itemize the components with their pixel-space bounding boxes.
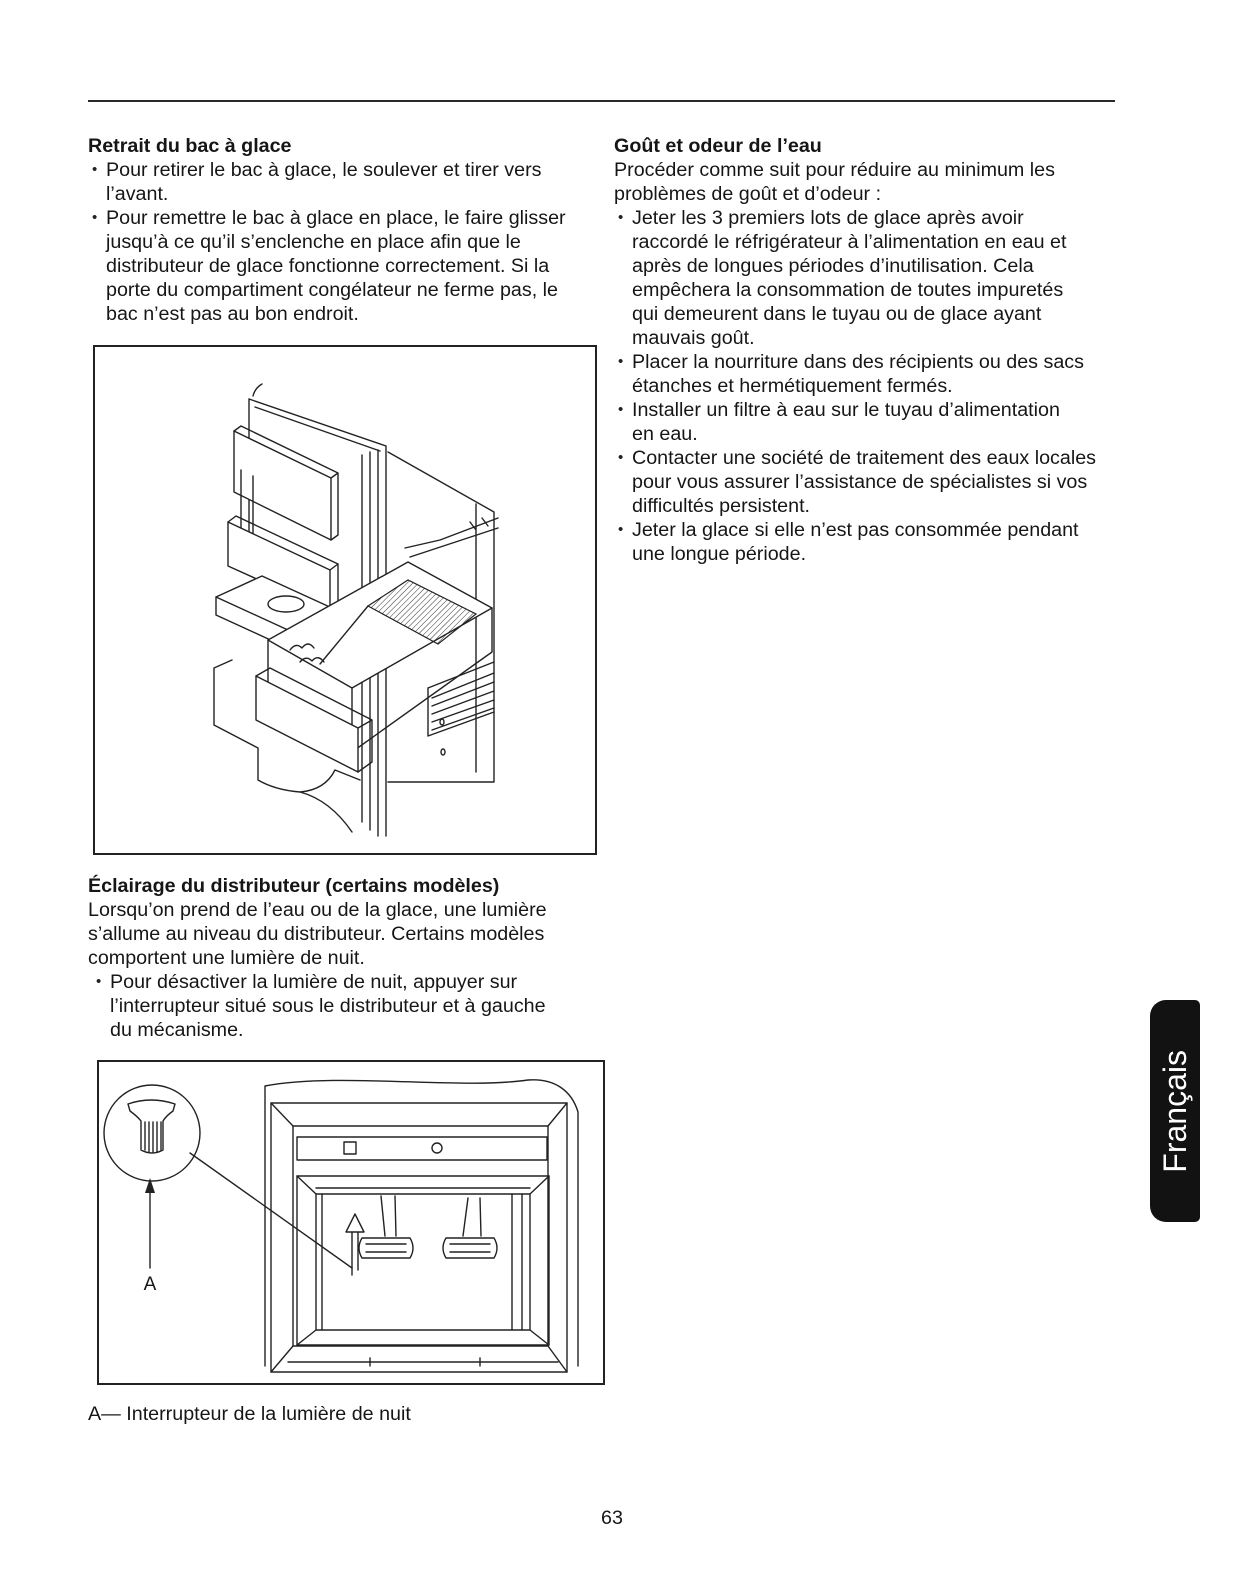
top-rule [88, 100, 1115, 102]
bullet-item [88, 970, 598, 1042]
ice-bin-removal-section [88, 134, 598, 326]
language-tab-label-wrap [1150, 1000, 1200, 1222]
section-heading: Éclairage du distributeur (certains modèles) [88, 875, 500, 897]
square-icon [344, 1142, 356, 1154]
text-line: une longue période. [632, 543, 807, 565]
dispenser-recess [297, 1176, 549, 1345]
text-line: jusqu’à ce qu’il s’enclenche en place afin que le [106, 231, 521, 253]
text-line: pour vous assurer l’assistance de spécialistes si vos [632, 471, 1088, 493]
text-line: après de longues périodes d’inutilisation. Cela [632, 255, 1034, 277]
text-line: empêchera la consommation de toutes impuretés [632, 279, 1064, 301]
text-line: • Contacter une société de traitement des eaux locales [632, 447, 1097, 469]
text-line: distributeur de glace fonctionne correctement. Si la [106, 255, 550, 277]
switch-pointer-arrow [346, 1214, 364, 1232]
water-taste-section [614, 134, 1124, 566]
dispenser [265, 1080, 578, 1372]
bullet-item [88, 206, 598, 326]
dispenser-figure [97, 1060, 605, 1385]
callout-label: A [143, 1274, 157, 1295]
text-line: l’interrupteur situé sous le distributeur et à gauche [110, 995, 546, 1017]
text-line: • Installer un filtre à eau sur le tuyau d’alimentation [632, 399, 1060, 421]
text-line: porte du compartiment congélateur ne ferme pas, le [106, 279, 558, 301]
dispenser-recess-details [288, 1176, 558, 1366]
ice-bin-figure [93, 345, 597, 855]
text-line: comportent une lumière de nuit. [88, 947, 365, 969]
language-tab-label: Français [1157, 1049, 1193, 1173]
ice-bin-illustration [93, 345, 597, 855]
control-strip [297, 1137, 547, 1160]
dispenser-frame-inner [293, 1126, 548, 1346]
dispenser-recess-inner [316, 1194, 530, 1330]
bullet-item [614, 398, 1124, 446]
bullet-item [614, 446, 1124, 518]
language-tab [1150, 1000, 1200, 1222]
text-line: • Pour remettre le bac à glace en place, le faire glisser [106, 207, 566, 229]
bullet-item [614, 518, 1124, 566]
text-line: Procéder comme suit pour réduire au minimum les [614, 159, 1055, 181]
water-lever-paddle [443, 1238, 497, 1258]
ice-lever-paddle [359, 1238, 413, 1258]
circle-icon [432, 1143, 442, 1153]
bullet-item [614, 206, 1124, 350]
text-line: étanches et hermétiquement fermés. [632, 375, 953, 397]
text-line: • Pour désactiver la lumière de nuit, appuyer sur [110, 971, 518, 993]
text-line: • Jeter les 3 premiers lots de glace après avoir [632, 207, 1024, 229]
section-heading: Goût et odeur de l’eau [614, 135, 822, 157]
rivet [440, 719, 444, 725]
dispenser-illustration [97, 1060, 605, 1385]
text-line: • Pour retirer le bac à glace, le soulever et tirer vers [106, 159, 542, 181]
text-line: • Jeter la glace si elle n’est pas consommée pendant [632, 519, 1079, 541]
night-light-switch-inset [104, 1085, 352, 1295]
text-line: bac n’est pas au bon endroit. [106, 303, 359, 325]
paragraph [88, 898, 598, 970]
text-line: • Placer la nourriture dans des récipients ou des sacs [632, 351, 1084, 373]
text-line: difficultés persistent. [632, 495, 811, 517]
page-number: 63 [601, 1507, 623, 1529]
text-line: du mécanisme. [110, 1019, 244, 1041]
text-line: problèmes de goût et d’odeur : [614, 183, 882, 205]
figure-caption: A— Interrupteur de la lumière de nuit [88, 1403, 411, 1425]
text-line: s’allume au niveau du distributeur. Certains modèles [88, 923, 545, 945]
text-line: mauvais goût. [632, 327, 755, 349]
wire-shelf-lines [428, 662, 494, 736]
bullet-item [614, 350, 1124, 398]
ice-bin-front-handle [256, 676, 358, 772]
switch-pointer-shaft [352, 1228, 358, 1275]
intro-paragraph [614, 158, 1124, 206]
text-line: qui demeurent dans le tuyau ou de glace ayant [632, 303, 1042, 325]
text-line: l’avant. [106, 183, 169, 205]
rivet [441, 749, 445, 755]
wire-shelf [428, 662, 494, 736]
text-line: en eau. [632, 423, 698, 445]
ice-lever-stem [381, 1196, 396, 1236]
dispenser-housing [265, 1080, 578, 1366]
section-heading: Retrait du bac à glace [88, 135, 292, 157]
water-lever-stem [463, 1198, 481, 1236]
text-line: Lorsqu’on prend de l’eau ou de la glace, une lumière [88, 899, 547, 921]
bullet-item [88, 158, 598, 206]
dispenser-light-section [88, 874, 598, 1042]
text-line: raccordé le réfrigérateur à l’alimentation en eau et [632, 231, 1067, 253]
